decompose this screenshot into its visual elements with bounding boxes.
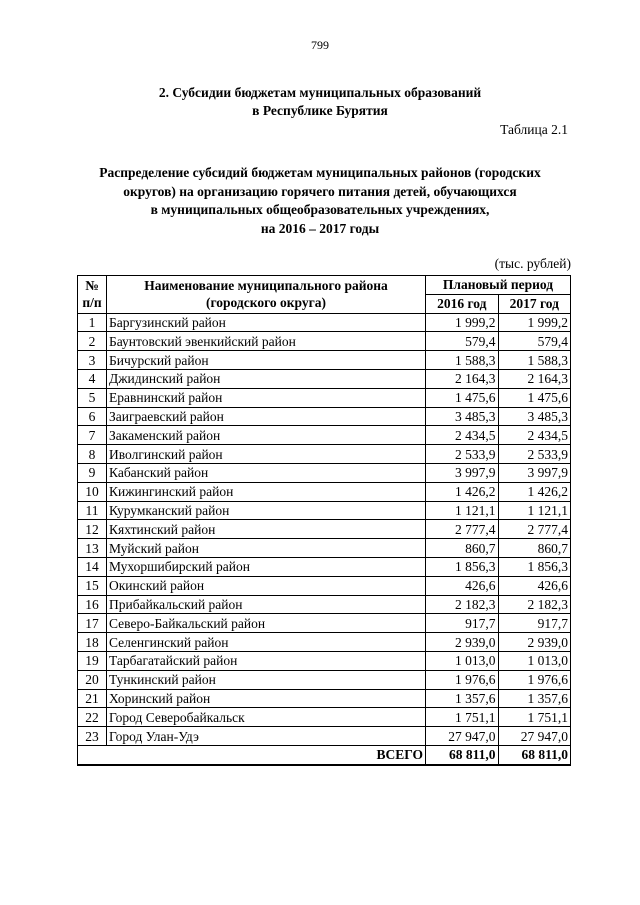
- table-row: [78, 576, 571, 595]
- total-2016: 68 811,0: [426, 745, 499, 764]
- row-number: 19: [78, 651, 107, 670]
- table-row: [78, 351, 571, 370]
- row-name: Кижингинский район: [107, 482, 426, 501]
- distribution-title-line: в муниципальных общеобразовательных учреждениях,: [150, 202, 490, 217]
- row-name: Окинский район: [107, 576, 426, 595]
- row-value-2017: 1 588,3: [498, 351, 571, 370]
- row-value-2016: 1 426,2: [426, 482, 499, 501]
- row-value-2017: 1 475,6: [498, 388, 571, 407]
- row-value-2016: 917,7: [426, 614, 499, 633]
- row-number: 4: [78, 369, 107, 388]
- table-row: [78, 557, 571, 576]
- table-row: [78, 633, 571, 652]
- row-number: 14: [78, 557, 107, 576]
- row-name: Иволгинский район: [107, 445, 426, 464]
- row-number: 13: [78, 539, 107, 558]
- row-name: Селенгинский район: [107, 633, 426, 652]
- row-value-2016: 1 475,6: [426, 388, 499, 407]
- row-value-2017: 579,4: [498, 332, 571, 351]
- row-value-2017: 2 164,3: [498, 369, 571, 388]
- row-name: Тарбагатайский район: [107, 651, 426, 670]
- row-name: Баунтовский эвенкийский район: [107, 332, 426, 351]
- row-value-2017: 426,6: [498, 576, 571, 595]
- row-value-2016: 1 121,1: [426, 501, 499, 520]
- row-value-2016: 1 357,6: [426, 689, 499, 708]
- total-label: ВСЕГО: [78, 745, 426, 764]
- row-name: Еравнинский район: [107, 388, 426, 407]
- row-name: Хоринский район: [107, 689, 426, 708]
- row-name: Баргузинский район: [107, 313, 426, 332]
- header-number-line: п/п: [82, 295, 102, 311]
- row-name: Город Северобайкальск: [107, 708, 426, 727]
- row-number: 5: [78, 388, 107, 407]
- table-row: [78, 482, 571, 501]
- row-value-2017: 27 947,0: [498, 727, 571, 746]
- row-name: Джидинский район: [107, 369, 426, 388]
- table-row: [78, 388, 571, 407]
- table-row: [78, 520, 571, 539]
- distribution-title-line: округов) на организацию горячего питания детей, обучающихся: [123, 183, 517, 199]
- row-value-2016: 1 856,3: [426, 557, 499, 576]
- row-value-2017: 1 999,2: [498, 313, 571, 332]
- distribution-title-line: Распределение субсидий бюджетам муниципальных районов (городских: [99, 165, 541, 180]
- section-title-line: 2. Субсидии бюджетам муниципальных образований: [158, 85, 482, 100]
- table-row: [78, 539, 571, 558]
- row-value-2017: 1 013,0: [498, 651, 571, 670]
- row-number: 18: [78, 633, 107, 652]
- header-year-2017: 2017 год: [498, 294, 571, 313]
- row-number: 22: [78, 708, 107, 727]
- row-name: Тункинский район: [107, 670, 426, 689]
- header-period: Плановый период: [426, 276, 571, 295]
- row-number: 1: [78, 313, 107, 332]
- header-number: [78, 276, 107, 314]
- row-value-2017: 3 485,3: [498, 407, 571, 426]
- row-number: 12: [78, 520, 107, 539]
- row-value-2016: 1 751,1: [426, 708, 499, 727]
- row-value-2016: 860,7: [426, 539, 499, 558]
- total-2017: 68 811,0: [498, 745, 571, 764]
- section-title-line: в Республике Бурятия: [252, 103, 388, 118]
- table-row: [78, 651, 571, 670]
- section-title: [0, 84, 640, 120]
- table-row: [78, 426, 571, 445]
- table-header: [78, 276, 571, 314]
- row-number: 15: [78, 576, 107, 595]
- row-number: 17: [78, 614, 107, 633]
- row-name: Бичурский район: [107, 351, 426, 370]
- row-value-2017: 1 856,3: [498, 557, 571, 576]
- row-value-2016: 2 777,4: [426, 520, 499, 539]
- row-number: 20: [78, 670, 107, 689]
- row-name: Прибайкальский район: [107, 595, 426, 614]
- row-name: Закаменский район: [107, 426, 426, 445]
- table-row: [78, 369, 571, 388]
- row-number: 8: [78, 445, 107, 464]
- row-value-2017: 1 121,1: [498, 501, 571, 520]
- row-number: 2: [78, 332, 107, 351]
- row-value-2017: 860,7: [498, 539, 571, 558]
- row-number: 21: [78, 689, 107, 708]
- table-row: [78, 614, 571, 633]
- row-name: Заиграевский район: [107, 407, 426, 426]
- row-number: 9: [78, 463, 107, 482]
- row-value-2017: 2 533,9: [498, 445, 571, 464]
- header-number-line: №: [85, 278, 99, 294]
- row-value-2016: 3 997,9: [426, 463, 499, 482]
- row-value-2017: 2 777,4: [498, 520, 571, 539]
- row-value-2016: 2 164,3: [426, 369, 499, 388]
- header-name-line: Наименование муниципального района: [144, 278, 388, 294]
- row-name: Муйский район: [107, 539, 426, 558]
- table-row: [78, 407, 571, 426]
- row-name: Курумканский район: [107, 501, 426, 520]
- row-name: Северо-Байкальский район: [107, 614, 426, 633]
- table-body: [78, 313, 571, 745]
- row-value-2016: 3 485,3: [426, 407, 499, 426]
- table-row: [78, 463, 571, 482]
- row-value-2017: 2 939,0: [498, 633, 571, 652]
- header-name-line: (городского округа): [206, 295, 326, 311]
- row-name: Город Улан-Удэ: [107, 727, 426, 746]
- row-number: 23: [78, 727, 107, 746]
- row-value-2017: 2 182,3: [498, 595, 571, 614]
- page-number: 799: [311, 38, 329, 52]
- row-number: 16: [78, 595, 107, 614]
- units-label: (тыс. рублей): [494, 256, 571, 271]
- row-value-2016: 1 013,0: [426, 651, 499, 670]
- table-label: Таблица 2.1: [500, 122, 568, 137]
- row-number: 11: [78, 501, 107, 520]
- subsidy-table: [77, 275, 571, 766]
- row-value-2016: 2 533,9: [426, 445, 499, 464]
- table-row: [78, 727, 571, 746]
- row-value-2017: 1 751,1: [498, 708, 571, 727]
- row-value-2017: 2 434,5: [498, 426, 571, 445]
- row-number: 7: [78, 426, 107, 445]
- row-value-2016: 1 976,6: [426, 670, 499, 689]
- row-value-2016: 579,4: [426, 332, 499, 351]
- table-row: [78, 313, 571, 332]
- row-number: 10: [78, 482, 107, 501]
- row-value-2017: 1 357,6: [498, 689, 571, 708]
- row-value-2016: 426,6: [426, 576, 499, 595]
- table-row: [78, 595, 571, 614]
- row-value-2016: 1 999,2: [426, 313, 499, 332]
- row-name: Кяхтинский район: [107, 520, 426, 539]
- row-value-2017: 3 997,9: [498, 463, 571, 482]
- row-value-2016: 2 939,0: [426, 633, 499, 652]
- row-value-2017: 917,7: [498, 614, 571, 633]
- table-row: [78, 670, 571, 689]
- row-value-2016: 2 434,5: [426, 426, 499, 445]
- row-number: 6: [78, 407, 107, 426]
- distribution-title: [0, 164, 640, 238]
- total-row: [78, 745, 571, 764]
- table-row: [78, 689, 571, 708]
- row-number: 3: [78, 351, 107, 370]
- header-name: [107, 276, 426, 314]
- row-value-2016: 2 182,3: [426, 595, 499, 614]
- table-row: [78, 501, 571, 520]
- distribution-title-line: на 2016 – 2017 годы: [260, 220, 380, 236]
- row-name: Мухоршибирский район: [107, 557, 426, 576]
- table-row: [78, 445, 571, 464]
- row-value-2017: 1 976,6: [498, 670, 571, 689]
- row-value-2016: 27 947,0: [426, 727, 499, 746]
- header-year-2016: 2016 год: [426, 294, 499, 313]
- table-row: [78, 708, 571, 727]
- row-name: Кабанский район: [107, 463, 426, 482]
- row-value-2016: 1 588,3: [426, 351, 499, 370]
- table-row: [78, 332, 571, 351]
- row-value-2017: 1 426,2: [498, 482, 571, 501]
